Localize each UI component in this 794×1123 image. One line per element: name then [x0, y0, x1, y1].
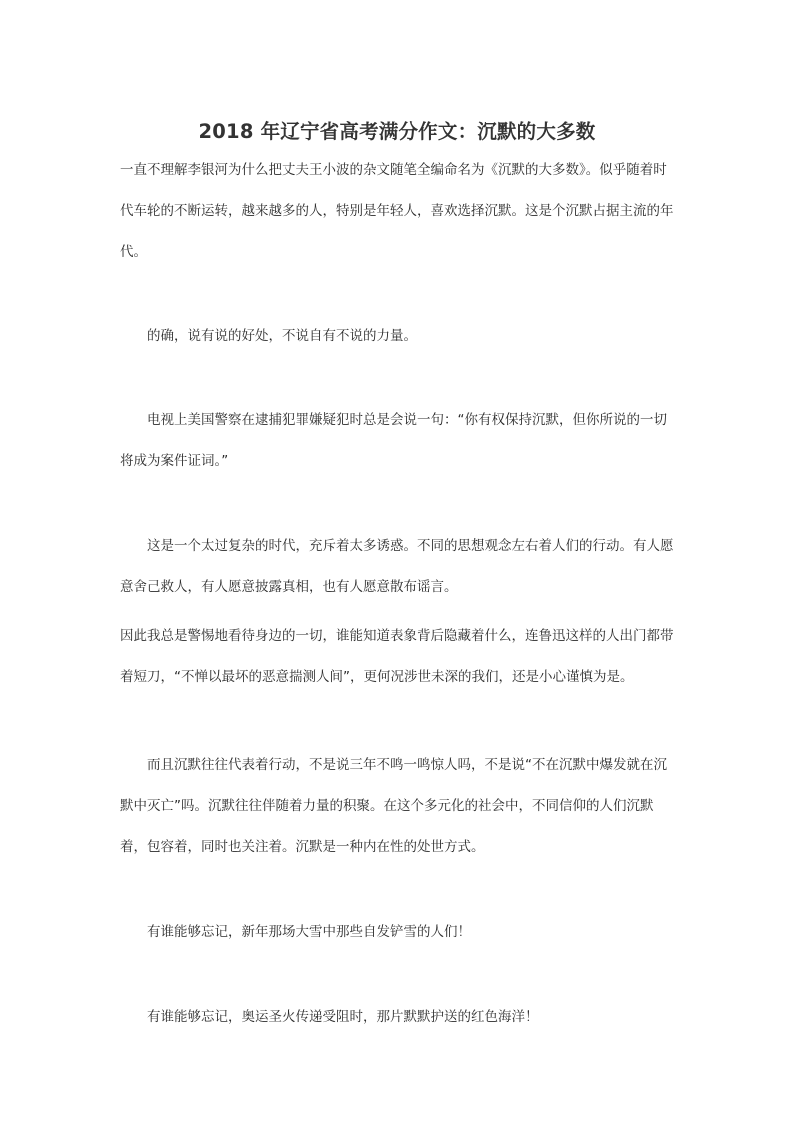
- paragraph: 电视上美国警察在逮捕犯罪嫌疑犯时总是会说一句：“你有权保持沉默，但你所说的一切将成为案件证词。”: [120, 412, 667, 469]
- paragraph: 有谁能够忘记，新年那场大雪中那些自发铲雪的人们！: [147, 924, 471, 940]
- paragraph: 而且沉默往往代表着行动，不是说三年不鸣一鸣惊人吗，不是说“不在沉默中爆发就在沉默中灭亡”吗。沉默往往伴随着力量的积聚。在这个多元化的社会中，不同信仰的人们沉默着，包容着，同时也关注着。沉默是一种内在性的处世方式。: [120, 757, 667, 855]
- paragraph: 有谁能够忘记，奥运圣火传递受阻时，那片默默护送的红色海洋！: [147, 1009, 539, 1025]
- paragraph: 的确，说有说的好处，不说自有不说的力量。: [147, 328, 417, 344]
- paragraph: 因此我总是警惕地看待身边的一切，谁能知道表象背后隐藏着什么，连鲁迅这样的人出门都带着短刀，“不惮以最坏的恶意揣测人间”，更何况涉世未深的我们，还是小心谨慎为是。: [120, 628, 674, 685]
- document-title: 2018 年辽宁省高考满分作文：沉默的大多数: [198, 120, 596, 144]
- paragraph: 这是一个太过复杂的时代，充斥着太多诱惑。不同的思想观念左右着人们的行动。有人愿意舍己救人，有人愿意披露真相，也有人愿意散布谣言。: [120, 538, 674, 595]
- paragraph-intro: 一直不理解李银河为什么把丈夫王小波的杂文随笔全编命名为《沉默的大多数》。似乎随着时代车轮的不断运转，越来越多的人，特别是年轻人，喜欢选择沉默。这是个沉默占据主流的年代。: [120, 162, 674, 260]
